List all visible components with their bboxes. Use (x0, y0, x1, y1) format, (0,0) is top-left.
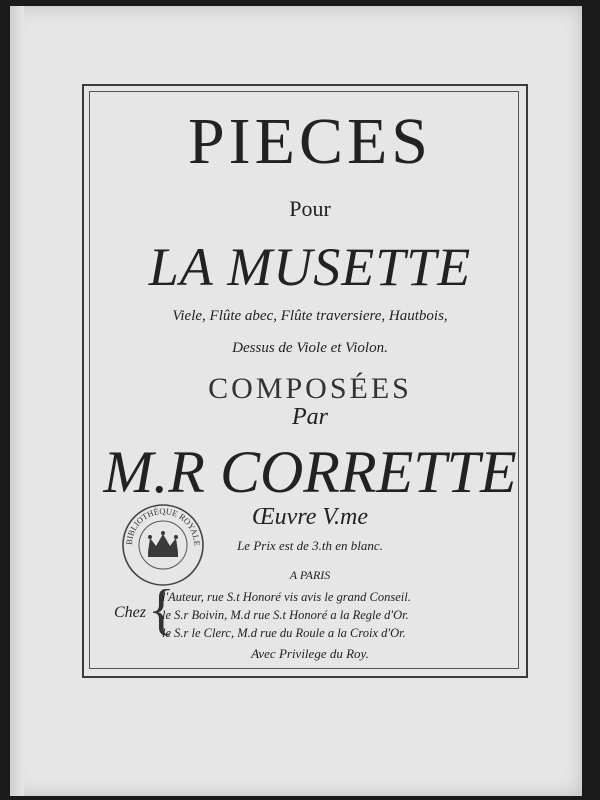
address-line-2: le S.r Boivin, M.d rue S.t Honoré a la Regle d'Or. (162, 608, 409, 622)
par-line: Par (292, 404, 328, 430)
privilege-line: Avec Privilege du Roy. (251, 646, 369, 661)
chez-label: Chez (114, 604, 146, 621)
composees-line: COMPOSÉES (208, 372, 412, 405)
author-name: M.R CORRETTE (103, 439, 517, 505)
address-brace: { (148, 579, 175, 641)
library-stamp-icon (118, 500, 208, 590)
title-musette: LA MUSETTE (148, 237, 472, 297)
dessus-line: Dessus de Viole et Violon. (232, 340, 388, 356)
address-line-3: le S.r le Clerc, M.d rue du Roule a la Croix d'Or. (162, 626, 406, 640)
address-line-1: l'Auteur, rue S.t Honoré vis avis le grand Conseil. (162, 590, 411, 604)
stamp-text: BIBLIOTHÈQUE ROYALE (123, 505, 203, 547)
title-pieces: PIECES (187, 105, 433, 178)
paris-line: A PARIS (289, 568, 331, 582)
instruments-line: Viele, Flûte abec, Flûte traversiere, Hautbois, (172, 308, 448, 324)
oeuvre-number: Œuvre V.me (252, 504, 368, 530)
title-pour: Pour (289, 196, 331, 221)
price-line: Le Prix est de 3.th en blanc. (237, 538, 383, 553)
page-spine (10, 6, 24, 796)
